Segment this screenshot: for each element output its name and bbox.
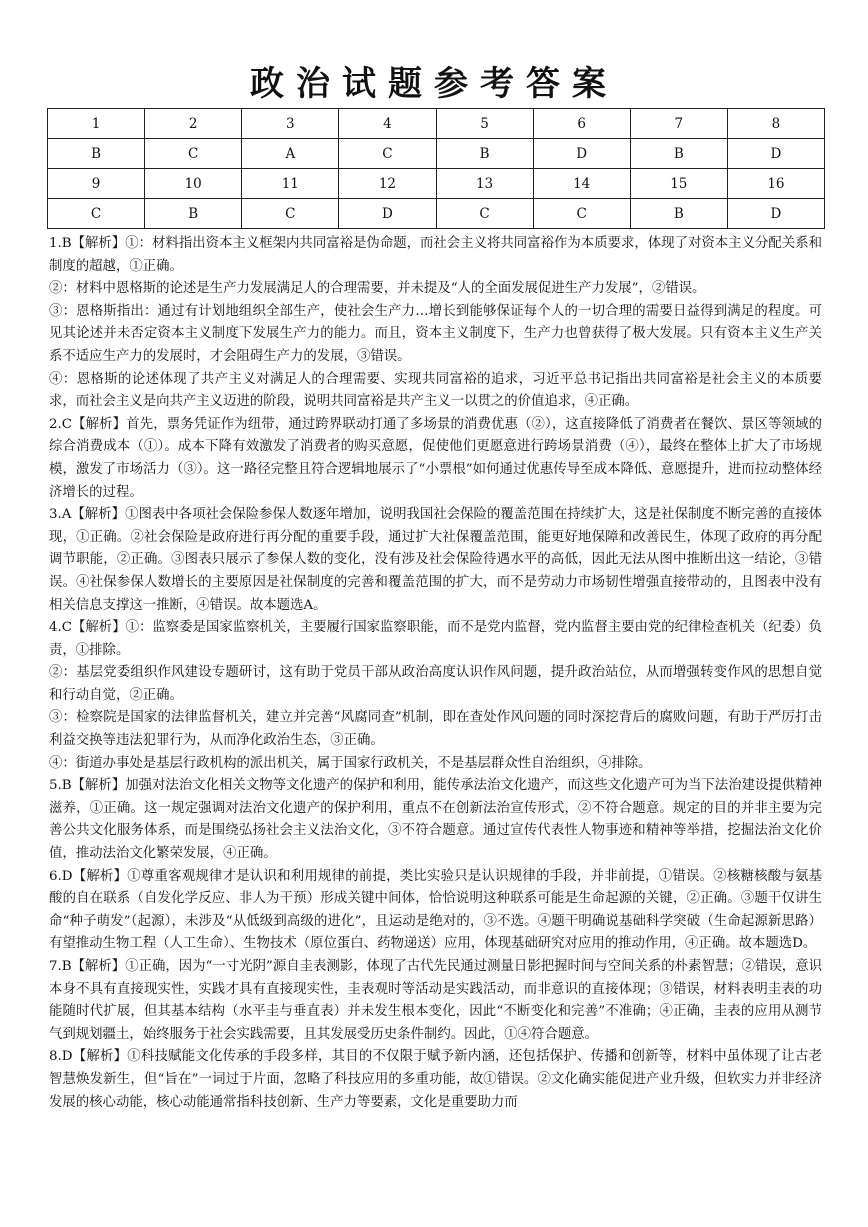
explanation-paragraph: 2.C【解析】首先，票务凭证作为纽带，通过跨界联动打通了多场景的消费优惠（②），这直接降低了消费者在餐饮、景区等领域的综合消费成本（①）。成本下降有效激发了消费者的购买意愿，促使他们更愿意进行跨场景消费（④），最终在整体上扩大了市场规模，激发了市场活力（③）。这一路径完整且符合逻辑地展示了“小票根”如何通过优惠传导至成本降低、意愿提升，进而拉动整体经济增长的过程。 [49,416,822,500]
answer-cell: B [436,139,533,169]
answer-cell: C [533,199,630,229]
answer-cell: D [533,139,630,169]
answer-cell: D [727,139,824,169]
answer-cell: D [339,199,436,229]
explanation-paragraph: 5.B【解析】加强对法治文化相关文物等文化遗产的保护和利用，能传承法治文化遗产，而这些文化遗产可为当下法治建设提供精神滋养，①正确。这一规定强调对法治文化遗产的保护利用，重点不在创新法治宣传形式，②不符合题意。规定的目的并非主要为完善公共文化服务体系，而是围绕弘扬社会主义法治文化，③不符合题意。通过宣传代表性人物事迹和精神等举措，挖掘法治文化价值，推动法治文化繁荣发展，④正确。 [49,778,822,862]
answer-cell: C [339,139,436,169]
question-number-cell: 6 [533,109,630,139]
explanation-paragraph: 1.B【解析】①：材料指出资本主义框架内共同富裕是伪命题，而社会主义将共同富裕作为本质要求，体现了对资本主义分配关系和制度的超越，①正确。 [49,236,822,274]
question-number-row [48,169,825,199]
question-number-cell: 10 [145,169,242,199]
answer-cell: C [436,199,533,229]
answer-cell: D [727,199,824,229]
explanation-paragraph: 4.C【解析】①：监察委是国家监察机关，主要履行国家监察职能，而不是党内监督，党内监督主要由党的纪律检查机关（纪委）负责，①排除。 [49,620,822,658]
answer-cell: B [48,139,145,169]
question-number-cell: 11 [242,169,339,199]
question-number-row [48,109,825,139]
explanation-paragraph: 7.B【解析】①正确，因为“一寸光阴”源自圭表测影，体现了古代先民通过测量日影把握时间与空间关系的朴素智慧；②错误，意识本身不具有直接现实性，实践才具有直接现实性，圭表观时等活动是实践活动，而非意识的直接体现；③错误，材料表明圭表的功能随时代扩展，但其基本结构（水平圭与垂直表）并未发生根本变化，因此“不断变化和完善”不准确；④正确，圭表的应用从测节气到规划疆土，始终服务于社会实践需要，且其发展受历史条件制约。因此，①④符合题意。 [49,959,822,1042]
answer-cell: A [242,139,339,169]
explanation-paragraph: ③：检察院是国家的法律监督机关，建立并完善“风腐同查”机制，即在查处作风问题的同时深挖背后的腐败问题，有助于严厉打击利益交换等违法犯罪行为，从而净化政治生态，③正确。 [49,710,822,749]
explanation-paragraph: ③：恩格斯指出：通过有计划地组织全部生产，使社会生产力…增长到能够保证每个人的一切合理的需要日益得到满足的程度。可见其论述并未否定资本主义制度下发展生产力的能力。而且，资本主义制度下，生产力也曾获得了极大发展。只有资本主义生产关系不适应生产力的发展时，才会阻碍生产力的发展，③错误。 [49,303,822,364]
question-number-cell: 2 [145,109,242,139]
explanation-paragraph: ②：材料中恩格斯的论述是生产力发展满足人的合理需要，并未提及“人的全面发展促进生产力发展”，②错误。 [49,281,706,297]
question-number-cell: 5 [436,109,533,139]
page-title: 政治试题参考答案 [250,64,618,104]
question-number-cell: 7 [630,109,727,139]
answer-explanations [49,233,822,1114]
question-number-cell: 9 [48,169,145,199]
answer-cell: C [48,199,145,229]
explanation-paragraph: 6.D【解析】①尊重客观规律才是认识和利用规律的前提，类比实验只是认识规律的手段，并非前提，①错误。②核糖核酸与氨基酸的自在联系（自发化学反应、非人为干预）形成关键中间体，恰恰说明这种联系可能是生命起源的关键，②正确。③题干仅讲生命“种子萌发”（起源），未涉及“从低级到高级的进化”，且运动是绝对的，③不选。④题干明确说基础科学突破（生命起源新思路）有望推动生物工程（人工生命）、生物技术（原位蛋白、药物递送）应用，体现基础研究对应用的推动作用，④正确。故本题选D。 [49,868,822,952]
answer-row [48,139,825,169]
explanation-paragraph: 8.D【解析】①科技赋能文化传承的手段多样，其目的不仅限于赋予新内涵，还包括保护、传播和创新等，材料中虽体现了让古老智慧焕发新生，但“旨在”一词过于片面，忽略了科技应用的多重功能，故①错误。②文化确实能促进产业升级，但软实力并非经济发展的核心动能，核心动能通常指科技创新、生产力等要素，文化是重要助力而 [49,1049,822,1110]
answer-cell: B [630,139,727,169]
answer-table [47,108,825,229]
explanation-paragraph: 3.A【解析】①图表中各项社会保险参保人数逐年增加，说明我国社会保险的覆盖范围在持续扩大，这是社保制度不断完善的直接体现，①正确。②社会保险是政府进行再分配的重要手段，通过扩大社保覆盖范围，能更好地保障和改善民生，体现了政府的再分配调节职能，②正确。③图表只展示了参保人数的变化，没有涉及社会保险待遇水平的高低，因此无法从图中推断出这一结论，③错误。④社保参保人数增长的主要原因是社保制度的完善和覆盖范围的扩大，而不是劳动力市场韧性增强直接带动的，且图表中没有相关信息支撑这一推断，④错误。故本题选A。 [49,507,822,613]
answer-cell: B [630,199,727,229]
question-number-cell: 16 [727,169,824,199]
question-number-cell: 12 [339,169,436,199]
question-number-cell: 13 [436,169,533,199]
question-number-cell: 8 [727,109,824,139]
answer-cell: C [242,199,339,229]
question-number-cell: 15 [630,169,727,199]
explanation-paragraph: ②：基层党委组织作风建设专题研讨，这有助于党员干部从政治高度认识作风问题，提升政治站位，从而增强转变作风的思想自觉和行动自觉，②正确。 [49,665,822,703]
question-number-cell: 1 [48,109,145,139]
answer-row [48,199,825,229]
explanation-paragraph: ④：恩格斯的论述体现了共产主义对满足人的合理需要、实现共同富裕的追求，习近平总书记指出共同富裕是社会主义的本质要求，而社会主义是向共产主义迈进的阶段，说明共同富裕是共产主义一以贯之的价值追求，④正确。 [49,371,822,410]
explanation-paragraph: ④：街道办事处是基层行政机构的派出机关，属于国家行政机关，不是基层群众性自治组织，④排除。 [49,755,652,771]
answer-cell: C [145,139,242,169]
question-number-cell: 3 [242,109,339,139]
answer-cell: B [145,199,242,229]
question-number-cell: 4 [339,109,436,139]
question-number-cell: 14 [533,169,630,199]
